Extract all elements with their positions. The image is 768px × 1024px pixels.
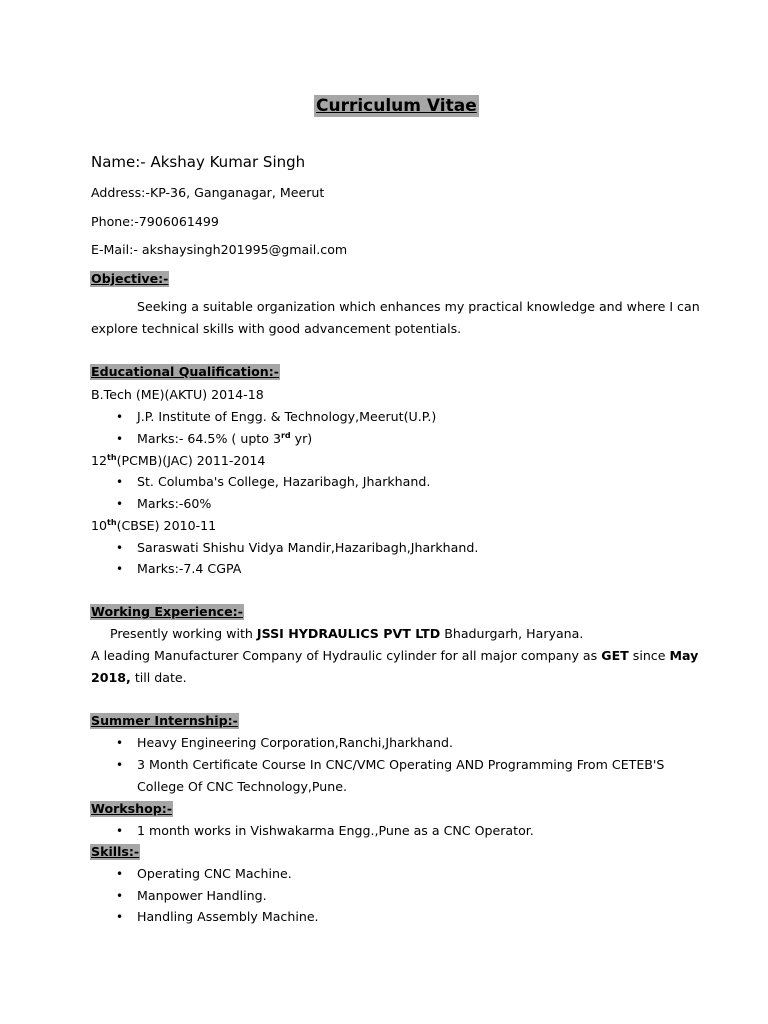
twelfth-title: 12th(PCMB)(JAC) 2011-2014	[91, 452, 266, 468]
objective-heading: Objective:-	[91, 271, 169, 286]
experience-line-2: A leading Manufacturer Company of Hydraulic cylinder for all major company as GET since May	[91, 648, 699, 663]
workshop-heading: Workshop:-	[91, 801, 173, 816]
experience-line-3: 2018, till date.	[91, 670, 187, 685]
bullet-icon: •	[116, 758, 124, 772]
tenth-marks: Marks:-7.4 CGPA	[137, 561, 242, 576]
bullet-icon: •	[116, 410, 124, 424]
btech-title: B.Tech (ME)(AKTU) 2014-18	[91, 387, 264, 402]
experience-line-1: Presently working with JSSI HYDRAULICS PVT LTD Bhadurgarh, Haryana.	[110, 626, 584, 641]
email-line: E-Mail:- akshaysingh201995@gmail.com	[91, 242, 348, 257]
bullet-icon: •	[116, 432, 124, 446]
btech-marks: Marks:- 64.5% ( upto 3rd yr)	[137, 430, 313, 446]
bullet-icon: •	[116, 541, 124, 555]
internship-heading: Summer Internship:-	[91, 713, 238, 728]
phone-line: Phone:-7906061499	[91, 214, 219, 229]
experience-heading: Working Experience:-	[91, 604, 243, 619]
bullet-icon: •	[116, 736, 124, 750]
objective-line-2: explore technical skills with good advancement potentials.	[91, 321, 462, 336]
tenth-institute: Saraswati Shishu Vidya Mandir,Hazaribagh,Jharkhand.	[137, 540, 479, 555]
bullet-icon: •	[116, 475, 124, 489]
bullet-icon: •	[116, 497, 124, 511]
tenth-title: 10th(CBSE) 2010-11	[91, 517, 217, 533]
btech-institute: J.P. Institute of Engg. & Technology,Meerut(U.P.)	[137, 409, 437, 424]
objective-line-1: Seeking a suitable organization which enhances my practical knowledge and where I can	[137, 299, 700, 314]
skill-item: Handling Assembly Machine.	[137, 909, 319, 924]
skill-item: Manpower Handling.	[137, 888, 267, 903]
twelfth-institute: St. Columba's College, Hazaribagh, Jharkhand.	[137, 474, 431, 489]
education-heading: Educational Qualification:-	[91, 364, 280, 379]
bullet-icon: •	[116, 910, 124, 924]
bullet-icon: •	[116, 889, 124, 903]
internship-item-1: Heavy Engineering Corporation,Ranchi,Jharkhand.	[137, 735, 453, 750]
bullet-icon: •	[116, 562, 124, 576]
twelfth-marks: Marks:-60%	[137, 496, 212, 511]
name-line: Name:- Akshay Kumar Singh	[91, 153, 306, 171]
internship-item-2-line-2: College Of CNC Technology,Pune.	[137, 779, 347, 794]
workshop-item-1: 1 month works in Vishwakarma Engg.,Pune as a CNC Operator.	[137, 823, 534, 838]
cv-title: Curriculum Vitae	[316, 96, 477, 116]
internship-item-2-line-1: 3 Month Certificate Course In CNC/VMC Operating AND Programming From CETEB'S	[137, 757, 665, 772]
skill-item: Operating CNC Machine.	[137, 866, 292, 881]
bullet-icon: •	[116, 824, 124, 838]
address-line: Address:-KP-36, Ganganagar, Meerut	[91, 185, 325, 200]
skills-heading: Skills:-	[91, 844, 140, 859]
bullet-icon: •	[116, 867, 124, 881]
